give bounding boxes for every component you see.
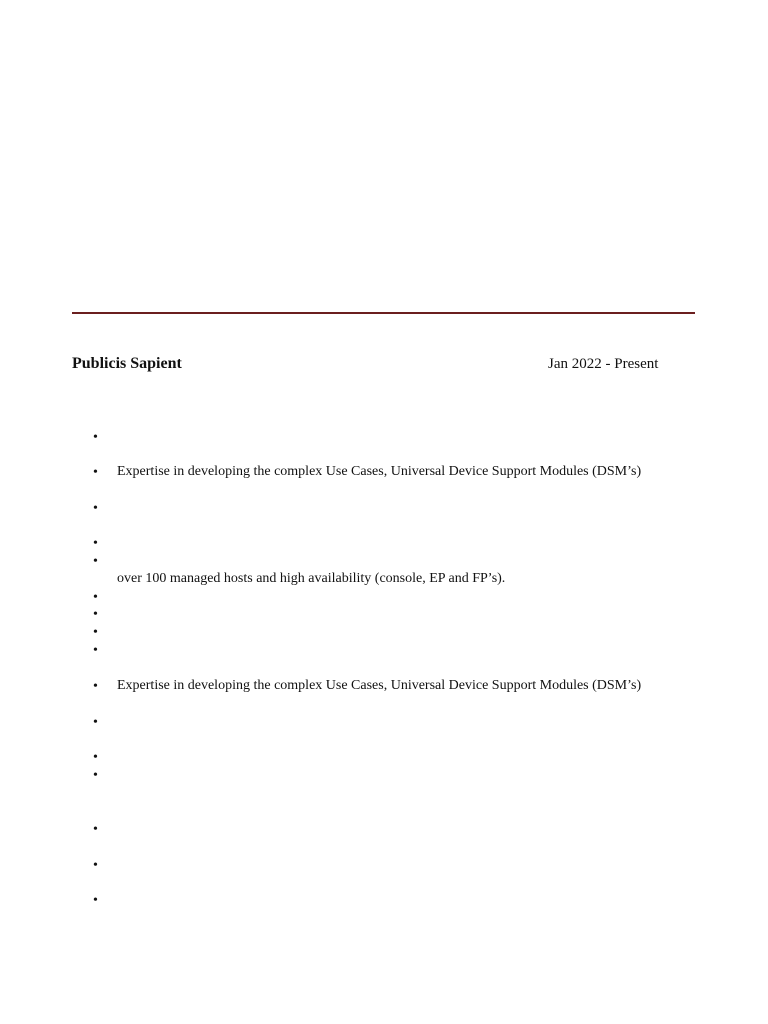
bullet-icon: •: [93, 893, 98, 908]
bullet-icon: •: [93, 590, 98, 605]
bullet-icon: •: [93, 625, 98, 640]
bullet-icon: •: [93, 822, 98, 837]
bullet-icon: •: [93, 554, 98, 569]
bullet-text-expertise-1: Expertise in developing the complex Use Cases, Universal Device Support Modules (DSM’s): [117, 464, 642, 479]
bullet-icon: •: [93, 858, 98, 873]
bullet-text-managed-hosts: over 100 managed hosts and high availability (console, EP and FP’s).: [117, 571, 506, 586]
bullet-icon: •: [93, 607, 98, 622]
bullet-icon: •: [93, 768, 98, 783]
section-divider: [72, 312, 695, 314]
company-name: Publicis Sapient: [72, 355, 182, 372]
bullet-icon: •: [93, 430, 98, 445]
employment-dates: Jan 2022 - Present: [548, 356, 659, 372]
bullet-icon: •: [93, 715, 98, 730]
bullet-icon: •: [93, 465, 98, 480]
bullet-icon: •: [93, 501, 98, 516]
bullet-icon: •: [93, 643, 98, 658]
bullet-icon: •: [93, 679, 98, 694]
bullet-text-expertise-2: Expertise in developing the complex Use Cases, Universal Device Support Modules (DSM’s): [117, 678, 642, 693]
bullet-icon: •: [93, 536, 98, 551]
bullet-icon: •: [93, 750, 98, 765]
